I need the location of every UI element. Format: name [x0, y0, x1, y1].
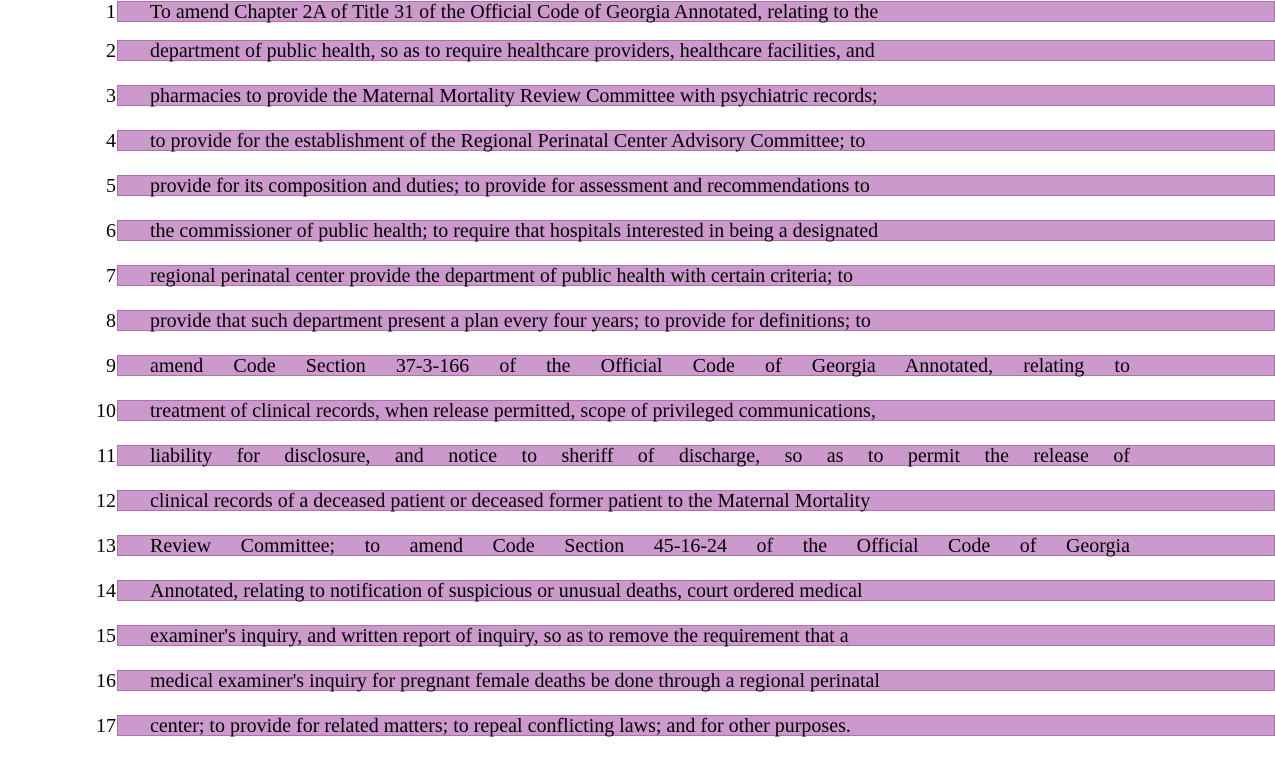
line-number: 15	[96, 625, 116, 647]
line-number: 12	[96, 490, 116, 512]
highlight-bar	[117, 0, 1275, 24]
document-line-14	[0, 579, 1275, 603]
highlight-bar	[117, 174, 1275, 198]
line-number: 14	[96, 580, 116, 602]
line-text: To amend Chapter 2A of Title 31 of the Official Code of Georgia Annotated, relating to the	[150, 1, 879, 23]
line-text: Review Committee; to amend Code Section 45-16-24 of the Official Code of Georgia	[150, 535, 1130, 557]
highlight-bar	[117, 39, 1275, 63]
document-line-3	[0, 84, 1275, 108]
line-number: 2	[106, 40, 116, 62]
highlight-bar	[117, 579, 1275, 603]
line-number: 16	[96, 670, 116, 692]
highlight-bar	[117, 129, 1275, 153]
highlight-bar	[117, 219, 1275, 243]
line-text: department of public health, so as to require healthcare providers, healthcare facilities, and	[150, 40, 875, 62]
highlight-bar	[117, 534, 1275, 558]
document-line-12	[0, 489, 1275, 513]
line-text: treatment of clinical records, when release permitted, scope of privileged communications,	[150, 400, 876, 422]
line-text: to provide for the establishment of the Regional Perinatal Center Advisory Committee; to	[150, 130, 866, 152]
highlight-bar	[117, 714, 1275, 738]
document-line-16	[0, 669, 1275, 693]
line-number: 13	[96, 535, 116, 557]
line-text: provide that such department present a plan every four years; to provide for definitions; to	[150, 310, 871, 332]
highlight-bar	[117, 84, 1275, 108]
document-line-13	[0, 534, 1275, 558]
line-number: 5	[106, 175, 116, 197]
line-text: regional perinatal center provide the department of public health with certain criteria; to	[150, 265, 854, 287]
line-text: center; to provide for related matters; to repeal conflicting laws; and for other purposes.	[150, 715, 851, 737]
line-number: 17	[96, 715, 116, 737]
highlight-bar	[117, 669, 1275, 693]
document-line-17	[0, 714, 1275, 738]
line-number: 6	[106, 220, 116, 242]
document-line-4	[0, 129, 1275, 153]
line-text: clinical records of a deceased patient or deceased former patient to the Maternal Mortality	[150, 490, 871, 512]
line-text: amend Code Section 37-3-166 of the Official Code of Georgia Annotated, relating to	[150, 355, 1130, 377]
document-line-11	[0, 444, 1275, 468]
document-line-8	[0, 309, 1275, 333]
document-line-1	[0, 0, 1275, 24]
highlight-bar	[117, 624, 1275, 648]
highlight-bar	[117, 444, 1275, 468]
document-line-9	[0, 354, 1275, 378]
line-text: examiner's inquiry, and written report of inquiry, so as to remove the requirement that a	[150, 625, 849, 647]
line-text: the commissioner of public health; to require that hospitals interested in being a designated	[150, 220, 879, 242]
highlight-bar	[117, 264, 1275, 288]
line-number: 3	[106, 85, 116, 107]
line-text: provide for its composition and duties; to provide for assessment and recommendations to	[150, 175, 870, 197]
line-number: 4	[106, 130, 116, 152]
line-number: 7	[106, 265, 116, 287]
line-text: Annotated, relating to notification of suspicious or unusual deaths, court ordered medical	[150, 580, 863, 602]
document-line-10	[0, 399, 1275, 423]
line-text: liability for disclosure, and notice to sheriff of discharge, so as to permit the release of	[150, 445, 1130, 467]
document-line-2	[0, 39, 1275, 63]
line-number: 10	[96, 400, 116, 422]
document-line-7	[0, 264, 1275, 288]
highlight-bar	[117, 309, 1275, 333]
line-text: pharmacies to provide the Maternal Mortality Review Committee with psychiatric records;	[150, 85, 878, 107]
document-line-5	[0, 174, 1275, 198]
line-text: medical examiner's inquiry for pregnant female deaths be done through a regional perinatal	[150, 670, 880, 692]
line-number: 8	[106, 310, 116, 332]
highlight-bar	[117, 399, 1275, 423]
line-number: 1	[106, 1, 116, 23]
document-line-6	[0, 219, 1275, 243]
line-number: 11	[96, 445, 116, 467]
highlight-bar	[117, 354, 1275, 378]
document-line-15	[0, 624, 1275, 648]
line-number: 9	[106, 355, 116, 377]
highlight-bar	[117, 489, 1275, 513]
